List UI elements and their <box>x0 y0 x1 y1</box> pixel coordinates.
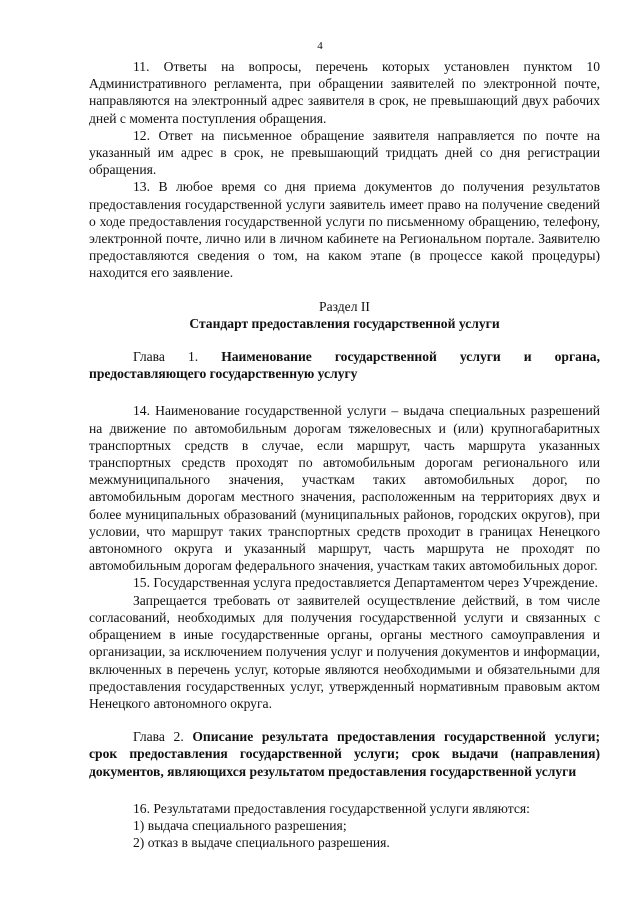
chapter-1-prefix: Глава 1. <box>133 349 199 365</box>
chapter-2-title: Описание результата предоставления государственной услуги; срок предоставления государственной услуги; срок выдачи (направления) документов, являющихся результатом предоставления государственной услуги <box>89 729 600 779</box>
section-label: Раздел II <box>319 298 370 314</box>
paragraph-14: 14. Наименование государственной услуги – выдача специальных разрешений на движение по автомобильным дорогам тяжеловесных и (или) крупногабаритных транспортных средств в случае, если маршрут, часть маршрута указанных транспортных средств проходят по автомобильным дорогам регионального или межмуниципального значения, участкам таких автомобильных дорог, по автомобильным дорогам местного значения, расположенным на территориях двух и более муниципальных образований (муниципальных районов, городских округов), при условии, что маршрут таких транспортных средств проходит в границах Ненецкого автономного округа и указанный маршрут, часть маршрута не проходят по автомобильным дорогам федерального значения, участкам таких автомобильных дорог. <box>89 403 600 574</box>
document-body <box>89 58 600 851</box>
result-item-2: 2) отказ в выдаче специального разрешения. <box>133 835 390 851</box>
chapter-1-title: Наименование государственной услуги и органа, предоставляющего государственную услугу <box>89 349 600 382</box>
result-item-1: 1) выдача специального разрешения; <box>133 817 347 833</box>
chapter-2-heading <box>89 728 600 780</box>
page-number: 4 <box>317 40 323 52</box>
chapter-1-heading <box>89 348 600 382</box>
chapter-2-prefix: Глава 2. <box>133 729 184 745</box>
paragraph-prohibition: Запрещается требовать от заявителей осуществление действий, в том числе согласований, необходимых для получения государственной услуги и связанных с обращением в иные государственные органы, органы местного самоуправления и организации, за исключением получения услуг и получения документов и информации, включенных в перечень услуг, которые являются необходимыми и обязательными для предоставления государственных услуг, утвержденный нормативным правовым актом Ненецкого автономного округа. <box>89 592 600 711</box>
paragraph-16: 16. Результатами предоставления государственной услуги являются: <box>133 800 530 816</box>
paragraph-15: 15. Государственная услуга предоставляется Департаментом через Учреждение. <box>133 575 598 591</box>
paragraph-13: 13. В любое время со дня приема документов до получения результатов предоставления государственной услуги заявитель имеет право на получение сведений о ходе предоставления государственной услуги по письменному обращению, телефону, электронной почте, лично или в личном кабинете на Региональном портале. Заявителю предоставляются сведения о том, на каком этапе (в процессе какой процедуры) находится его заявление. <box>89 179 600 281</box>
paragraph-11: 11. Ответы на вопросы, перечень которых установлен пунктом 10 Административного регламента, при обращении заявителей по электронной почте, направляются на электронный адрес заявителя в срок, не превышающий двух рабочих дней с момента поступления обращения. <box>89 59 600 126</box>
section-title: Стандарт предоставления государственной услуги <box>189 315 500 331</box>
paragraph-12: 12. Ответ на письменное обращение заявителя направляется по почте на указанный им адрес в срок, не превышающий тридцать дней со дня регистрации обращения. <box>89 127 600 178</box>
